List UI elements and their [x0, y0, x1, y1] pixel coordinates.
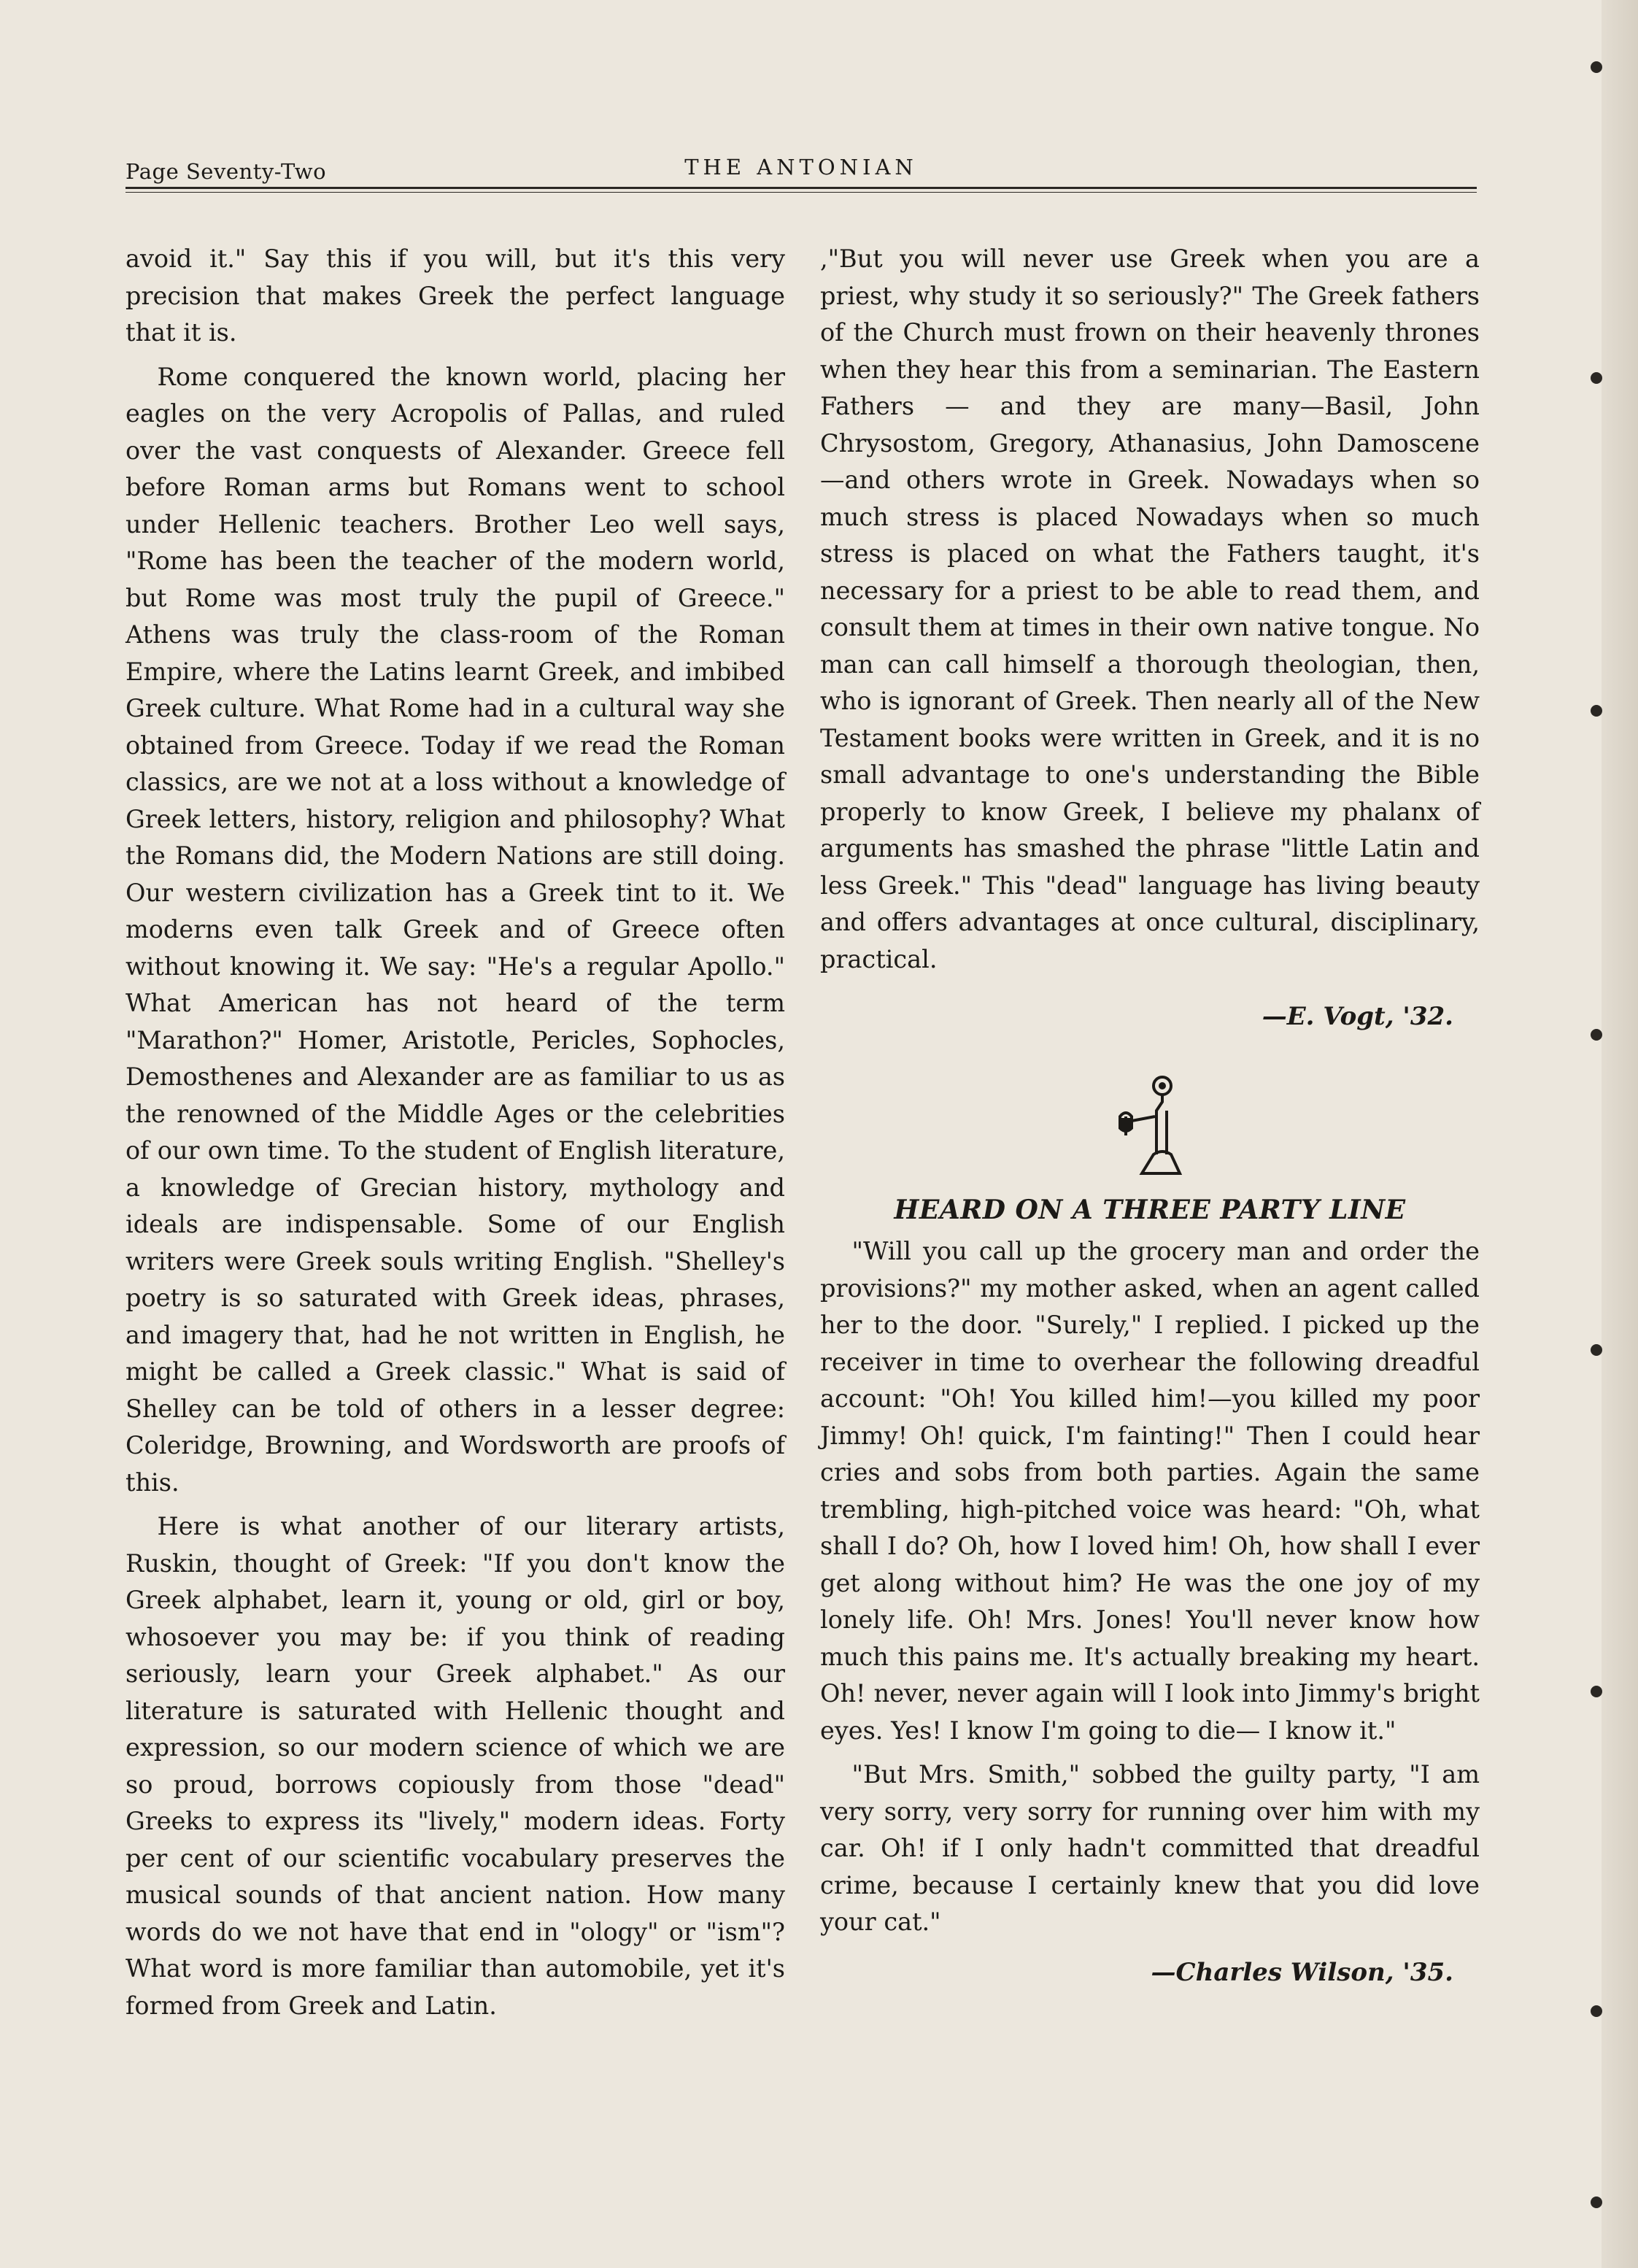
story-title: HEARD ON A THREE PARTY LINE	[894, 1195, 1406, 1225]
binding-hole	[1591, 372, 1602, 384]
header-rule-thin	[125, 192, 1477, 193]
paragraph: Here is what another of our literary artists, Ruskin, thought of Greek: "If you don't know the Greek alphabet, learn it, young or old, girl or boy, whosoever you may be: if you think of reading seriously, learn your Greek alphabet." As our literature is saturated with Hellenic thought and expression, so our modern science of which we are so proud, borrows copiously from those "dead" Greeks to express its "lively," modern ideas. Forty per cent of our scientific vocabulary preserves the musical sounds of that ancient nation. How many words do we not have that end in "ology" or "ism"? What word is more familiar than automobile, yet it's formed from Greek and Latin.	[125, 1512, 785, 2020]
page-number: Page Seventy-Two	[125, 159, 327, 184]
paragraph: "But Mrs. Smith," sobbed the guilty party, "I am very sorry, very sorry for running over him with my car. Oh! if I only hadn't committed that dreadful crime, because I certainly knew that you did love your cat."	[820, 1760, 1480, 1936]
paragraph: avoid it." Say this if you will, but it's this very precision that makes Greek the perfect language that it is.	[125, 244, 785, 347]
binding-hole	[1591, 2196, 1602, 2208]
right-column	[820, 241, 1480, 1991]
left-column	[125, 241, 785, 2024]
author-signature: —Charles Wilson, '35.	[1151, 1957, 1453, 1987]
author-signature: —E. Vogt, '32.	[1262, 1002, 1453, 1031]
page-edge	[1602, 0, 1638, 2268]
paragraph: ,"But you will never use Greek when you are a priest, why study it so seriously?" The Greek fathers of the Church must frown on their heavenly thrones when they hear this from a seminarian. The Eastern Fathers — and they are many—Basil, John Chrysostom, Gregory, Athanasius, John Damoscene—and others wrote in Greek. Nowadays when so much stress is placed Nowadays when so much stress is placed on what the Fathers taught, it's necessary for a priest to be able to read them, and consult them at times in their own native tongue. No man can call himself a thorough theologian, then, who is ignorant of Greek. Then nearly all of the New Testament books were written in Greek, and it is no small advantage to one's understanding the Bible properly to know Greek, I believe my phalanx of arguments has smashed the phrase "little Latin and less Greek." This "dead" language has living beauty and offers advantages at once cultural, disciplinary, practical.	[820, 244, 1480, 973]
candlestick-telephone-icon	[1110, 1073, 1190, 1182]
paragraph: "Will you call up the grocery man and order the provisions?" my mother asked, when an agent called her to the door. "Surely," I replied. I picked up the receiver in time to overhear the following dreadful account: "Oh! You killed him!—you killed my poor Jimmy! Oh! quick, I'm fainting!" Then I could hear cries and sobs from both parties. Again the same trembling, high-pitched voice was heard: "Oh, what shall I do? Oh, how I loved him! Oh, how shall I ever get along without him? He was the one joy of my lonely life. Oh! Mrs. Jones! You'll never know how much this pains me. It's actually breaking my heart. Oh! never, never again will I look into Jimmy's bright eyes. Yes! I know I'm going to die— I know it."	[820, 1237, 1480, 1745]
binding-hole	[1591, 61, 1602, 73]
binding-hole	[1591, 1344, 1602, 1356]
binding-hole	[1591, 1686, 1602, 1697]
binding-hole	[1591, 705, 1602, 717]
page-header	[125, 155, 1477, 188]
binding-hole	[1591, 1029, 1602, 1041]
binding-hole	[1591, 2005, 1602, 2017]
header-rule	[125, 187, 1477, 189]
publication-title: THE ANTONIAN	[684, 155, 918, 180]
paragraph: Rome conquered the known world, placing her eagles on the very Acropolis of Pallas, and ruled over the vast conquests of Alexander. Greece fell before Roman arms but Romans went to school under Hellenic teachers. Brother Leo well says, "Rome has been the teacher of the modern world, but Rome was most truly the pupil of Greece." Athens was truly the class-room of the Roman Empire, where the Latins learnt Greek, and imbibed Greek culture. What Rome had in a cultural way she obtained from Greece. Today if we read the Roman classics, are we not at a loss without a knowledge of Greek letters, history, religion and philosophy? What the Romans did, the Modern Nations are still doing. Our western civilization has a Greek tint to it. We moderns even talk Greek and of Greece often without knowing it. We say: "He's a regular Apollo." What American has not heard of the term "Marathon?" Homer, Aristotle, Pericles, Sophocles, Demosthenes and Alexander are as familiar to us as the renowned of the Middle Ages or the celebrities of our own time. To the student of English literature, a knowledge of Grecian history, mythology and ideals are indispensable. Some of our English writers were Greek souls writing English. "Shelley's poetry is so saturated with Greek ideas, phrases, and imagery that, had he not written in English, he might be called a Greek classic." What is said of Shelley can be told of others in a lesser degree: Coleridge, Browning, and Wordsworth are proofs of this.	[125, 362, 785, 1497]
